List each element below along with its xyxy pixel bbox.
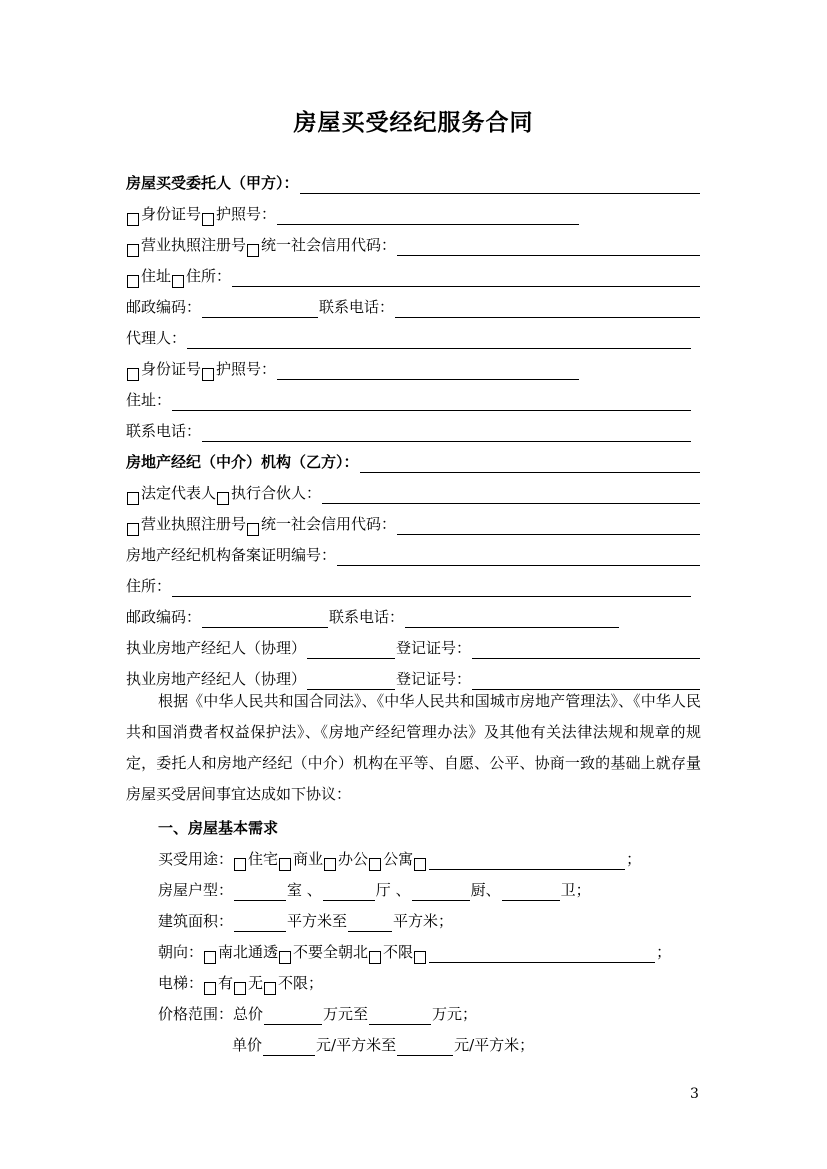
unit-price-label: 单价 [232,1036,263,1054]
party-a-id-line [126,203,701,225]
id-card-checkbox[interactable] [127,213,139,226]
record-no-label: 房地产经纪机构备案证明编号： [126,546,337,564]
orientation-line [158,941,701,963]
record-no-field[interactable] [337,546,700,566]
agent-label: 代理人： [126,329,187,347]
phone-label: 联系电话： [319,298,395,316]
residence-checkbox[interactable] [172,275,184,288]
orientation-any-checkbox[interactable] [369,951,381,964]
record-no-line [126,544,701,566]
kitchen-label: 厨、 [470,881,501,899]
party-b-rep-line [126,482,701,504]
usage-line [158,848,701,870]
b-phone-label: 联系电话： [329,608,405,626]
agent-id-card-checkbox[interactable] [127,368,139,381]
party-b-line [126,451,701,473]
b-credit-code-checkbox[interactable] [247,523,259,536]
usage-apartment-checkbox[interactable] [369,858,381,871]
agent-phone-label: 联系电话： [126,422,202,440]
agent-phone-line [126,420,692,442]
area-min-field[interactable] [234,912,286,932]
legal-rep-label: 法定代表人 [141,484,217,502]
agent-name-field[interactable] [187,329,691,349]
elevator-any-label: 不限； [278,974,324,992]
business-license-label: 营业执照注册号 [141,236,247,254]
party-a-label: 房屋买受委托人（甲方）： [126,174,299,192]
orientation-any-label: 不限 [383,943,414,961]
contract-title: 房屋买受经纪服务合同 [293,109,534,136]
agent-phone-field[interactable] [202,422,691,442]
usage-end: ； [626,850,642,868]
party-a-license-field[interactable] [397,236,700,256]
address-label: 住址 [141,267,172,285]
price-label: 价格范围：总价 [158,1005,264,1023]
agent-line [126,327,692,349]
elevator-yes-checkbox[interactable] [204,982,216,995]
area-max-field[interactable] [348,912,392,932]
usage-apartment-label: 公寓 [383,850,414,868]
unit-price-min-field[interactable] [263,1036,315,1056]
credit-code-label: 统一社会信用代码： [261,236,397,254]
broker-label-2: 执业房地产经纪人（协理） [126,670,307,688]
bath-label: 卫； [560,881,591,899]
party-a-name-field[interactable] [300,174,700,194]
orientation-not-north-label: 不要全朝北 [293,943,369,961]
party-b-name-field[interactable] [360,453,700,473]
agent-address-line [126,389,692,411]
party-a-postcode-field[interactable] [202,298,318,318]
orientation-not-north-checkbox[interactable] [279,951,291,964]
elevator-no-label: 无 [248,974,264,992]
price-max-field[interactable] [369,1005,431,1025]
party-a-id-field[interactable] [277,205,579,225]
exec-partner-label: 执行合伙人： [231,484,322,502]
party-a-contact-line [126,296,701,318]
b-business-license-checkbox[interactable] [127,523,139,536]
broker-name-field-1[interactable] [307,639,395,659]
broker-line-1 [126,637,701,659]
layout-label: 房屋户型： [158,881,234,899]
party-b-phone-field[interactable] [405,608,619,628]
b-business-license-label: 营业执照注册号 [141,515,247,533]
section-1-heading: 一、房屋基本需求 [158,819,279,837]
page-number: 3 [690,1086,699,1102]
usage-office-checkbox[interactable] [324,858,336,871]
unit-price-end-label: 元/平方米； [454,1036,535,1054]
area-mid-label: 平方米至 [287,912,348,930]
party-b-contact-line [126,606,701,628]
agent-passport-checkbox[interactable] [202,368,214,381]
b-credit-code-label: 统一社会信用代码： [261,515,397,533]
elevator-label: 电梯： [158,974,204,992]
price-mid-label: 万元至 [323,1005,369,1023]
agent-address-field[interactable] [172,391,691,411]
party-b-label: 房地产经纪（中介）机构（乙方）： [126,453,359,471]
unit-price-max-field[interactable] [397,1036,453,1056]
area-line [158,910,701,932]
bath-count-field[interactable] [502,881,560,901]
layout-line [158,879,701,901]
address-checkbox[interactable] [127,275,139,288]
party-b-rep-field[interactable] [322,484,700,504]
passport-checkbox[interactable] [202,213,214,226]
orientation-other-checkbox[interactable] [414,951,426,964]
area-end-label: 平方米； [393,912,454,930]
id-card-label: 身份证号 [141,205,202,223]
orientation-other-field[interactable] [429,943,655,963]
orientation-ns-label: 南北通透 [218,943,279,961]
price-line [158,1003,701,1025]
party-a-address-field[interactable] [232,267,700,287]
party-b-license-field[interactable] [397,515,700,535]
credit-code-checkbox[interactable] [247,244,259,257]
usage-residential-label: 住宅 [248,850,279,868]
elevator-no-checkbox[interactable] [234,982,246,995]
room-count-field[interactable] [234,881,286,901]
kitchen-count-field[interactable] [412,881,470,901]
reg-no-field-1[interactable] [472,639,700,659]
usage-other-field[interactable] [429,850,625,870]
elevator-line [158,972,701,994]
party-b-license-line [126,513,701,535]
passport-label: 护照号： [216,205,277,223]
business-license-checkbox[interactable] [127,244,139,257]
preamble-paragraph: 根据《中华人民共和国合同法》、《中华人民共和国城市房地产管理法》、《中华人民共和国消费者权益保护法》、《房地产经纪管理办法》及其他有关法律法规和规章的规定，委托人和房地产经纪（中介）机构在平等、自愿、公平、协商一致的基础上就存量房屋买受居间事宜达成如下协议： [126,692,701,803]
orientation-ns-checkbox[interactable] [204,951,216,964]
room-label: 室 、 [287,881,322,899]
postcode-label: 邮政编码： [126,298,202,316]
agent-passport-label: 护照号： [216,360,277,378]
reg-no-label-2: 登记证号： [396,670,472,688]
unit-price-mid-label: 元/平方米至 [316,1036,397,1054]
usage-other-checkbox[interactable] [414,858,426,871]
area-label: 建筑面积： [158,912,234,930]
party-a-line [126,172,701,194]
usage-commercial-label: 商业 [293,850,324,868]
party-b-residence-label: 住所： [126,577,172,595]
price-end-label: 万元； [432,1005,478,1023]
agent-id-line [126,358,701,380]
party-b-residence-field[interactable] [172,577,691,597]
agent-id-field[interactable] [277,360,579,380]
residence-label: 住所： [186,267,232,285]
legal-rep-checkbox[interactable] [127,492,139,505]
usage-office-label: 办公 [338,850,369,868]
usage-commercial-checkbox[interactable] [279,858,291,871]
b-postcode-label: 邮政编码： [126,608,202,626]
party-b-postcode-field[interactable] [202,608,328,628]
usage-residential-checkbox[interactable] [234,858,246,871]
unit-price-line [232,1034,701,1056]
agent-address-label: 住址： [126,391,172,409]
party-a-license-line [126,234,701,256]
orientation-end: ； [656,943,672,961]
party-b-residence-line [126,575,692,597]
broker-label-1: 执业房地产经纪人（协理） [126,639,307,657]
price-min-field[interactable] [264,1005,322,1025]
party-a-phone-field[interactable] [395,298,700,318]
usage-label: 买受用途： [158,850,234,868]
orientation-label: 朝向： [158,943,204,961]
exec-partner-checkbox[interactable] [217,492,229,505]
elevator-yes-label: 有 [218,974,234,992]
agent-id-card-label: 身份证号 [141,360,202,378]
party-a-address-line [126,265,701,287]
elevator-any-checkbox[interactable] [264,982,276,995]
reg-no-label-1: 登记证号： [396,639,472,657]
hall-count-field[interactable] [323,881,375,901]
hall-label: 厅 、 [375,881,411,899]
